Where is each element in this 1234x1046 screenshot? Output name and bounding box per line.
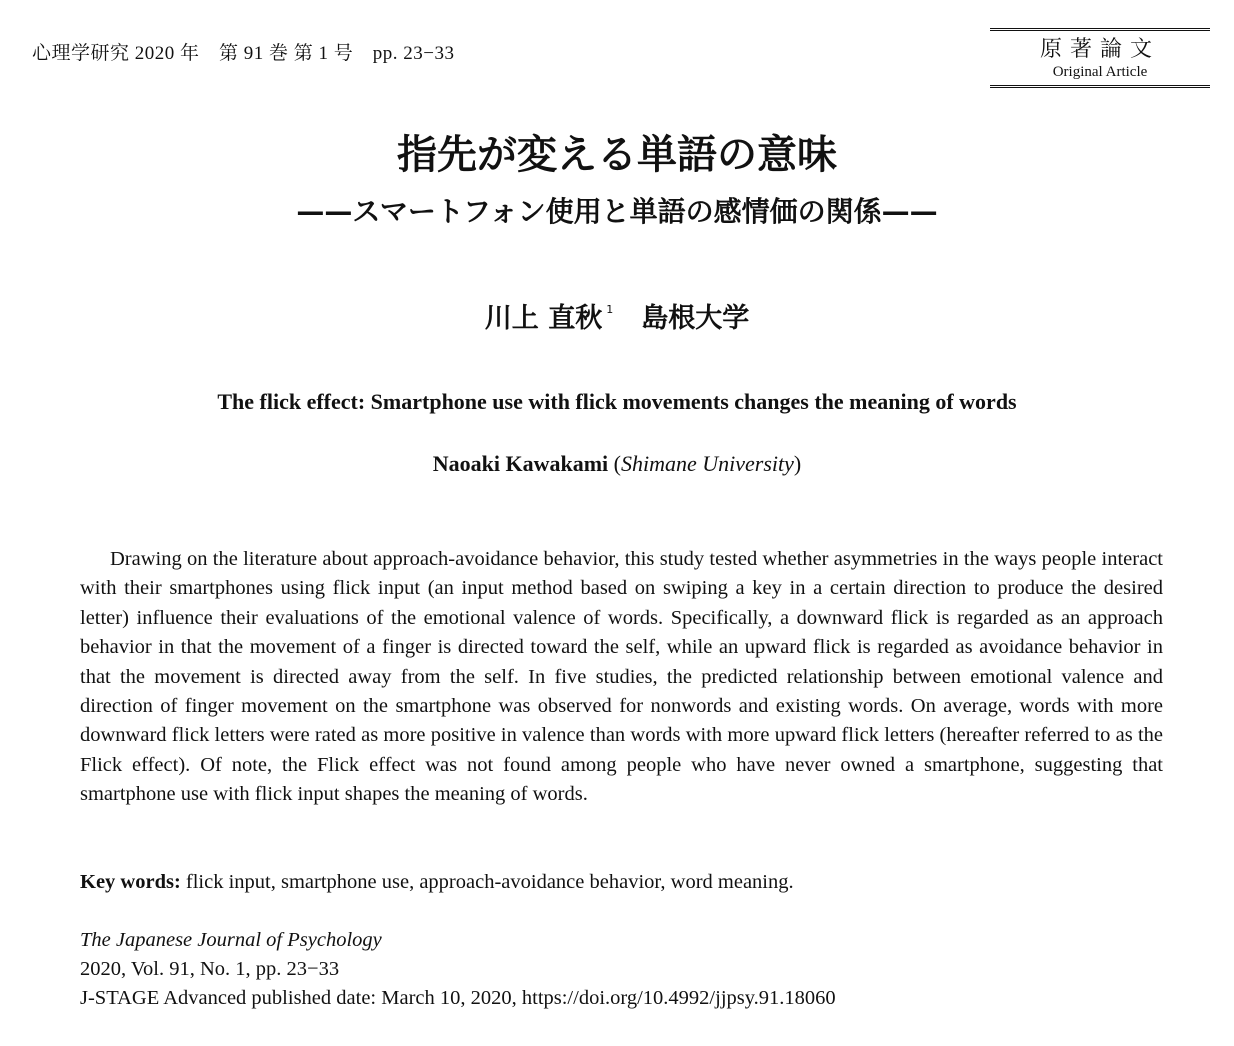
- abstract-paragraph: Drawing on the literature about approach-avoidance behavior, this study tested whether asymmetries in the ways people interact with their smartphones using flick input (an input method based on swiping a key in a certain direction to produce the desired letter) influence their evaluations of the emotional valence of words. Specifically, a downward flick is regarded as an approach behavior in that the movement of a finger is directed toward the self, while an upward flick is regarded as avoidance behavior in that the movement is directed away from the self. In five studies, the predicted relationship between emotional valence and direction of finger movement on the smartphone was observed for nonwords and existing words. On average, words with more downward flick letters were rated as more positive in valence than words with more upward flick letters (hereafter referred to as the Flick effect). Of note, the Flick effect was not found among people who have never owned a smartphone, suggesting that smartphone use with flick input shapes the meaning of words.: [80, 548, 1163, 806]
- author-name-en: Naoaki Kawakami: [432, 451, 609, 476]
- affiliation-open-paren: (: [613, 451, 621, 476]
- keywords-label: Key words:: [80, 871, 181, 893]
- subtitle-japanese: ——スマートフォン使用と単語の感情価の関係——: [296, 195, 938, 228]
- journal-citation-header: 心理学研究 2020 年 第 91 巻 第 1 号 pp. 23−33: [32, 43, 455, 64]
- article-type-jp: 原著論文: [1039, 36, 1160, 61]
- keywords-text: flick input, smartphone use, approach-avoidance behavior, word meaning.: [185, 871, 794, 893]
- author-footnote-mark: 1: [606, 303, 614, 316]
- author-name-jp: 川上 直秋: [484, 303, 603, 334]
- author-japanese: [0, 290, 1234, 339]
- journal-published-line: J-STAGE Advanced published date: March 10, 2020, https://doi.org/10.4992/jjpsy.91.18060: [80, 987, 836, 1009]
- keywords-line: [80, 868, 1163, 896]
- author-affiliation-jp: 島根大学: [641, 303, 750, 334]
- affiliation-close-paren: ): [793, 451, 802, 476]
- journal-info: [80, 926, 1163, 1013]
- journal-volume-line: 2020, Vol. 91, No. 1, pp. 23−33: [80, 958, 340, 980]
- journal-name: The Japanese Journal of Psychology: [80, 929, 382, 951]
- title-english: The flick effect: Smartphone use with flick movements changes the meaning of words: [217, 389, 1017, 414]
- article-type-en: Original Article: [1052, 64, 1148, 80]
- author-english: [0, 450, 1234, 478]
- article-type-label: [990, 28, 1210, 88]
- author-affiliation-en: Shimane University: [621, 451, 794, 476]
- title-japanese: 指先が変える単語の意味: [397, 132, 837, 178]
